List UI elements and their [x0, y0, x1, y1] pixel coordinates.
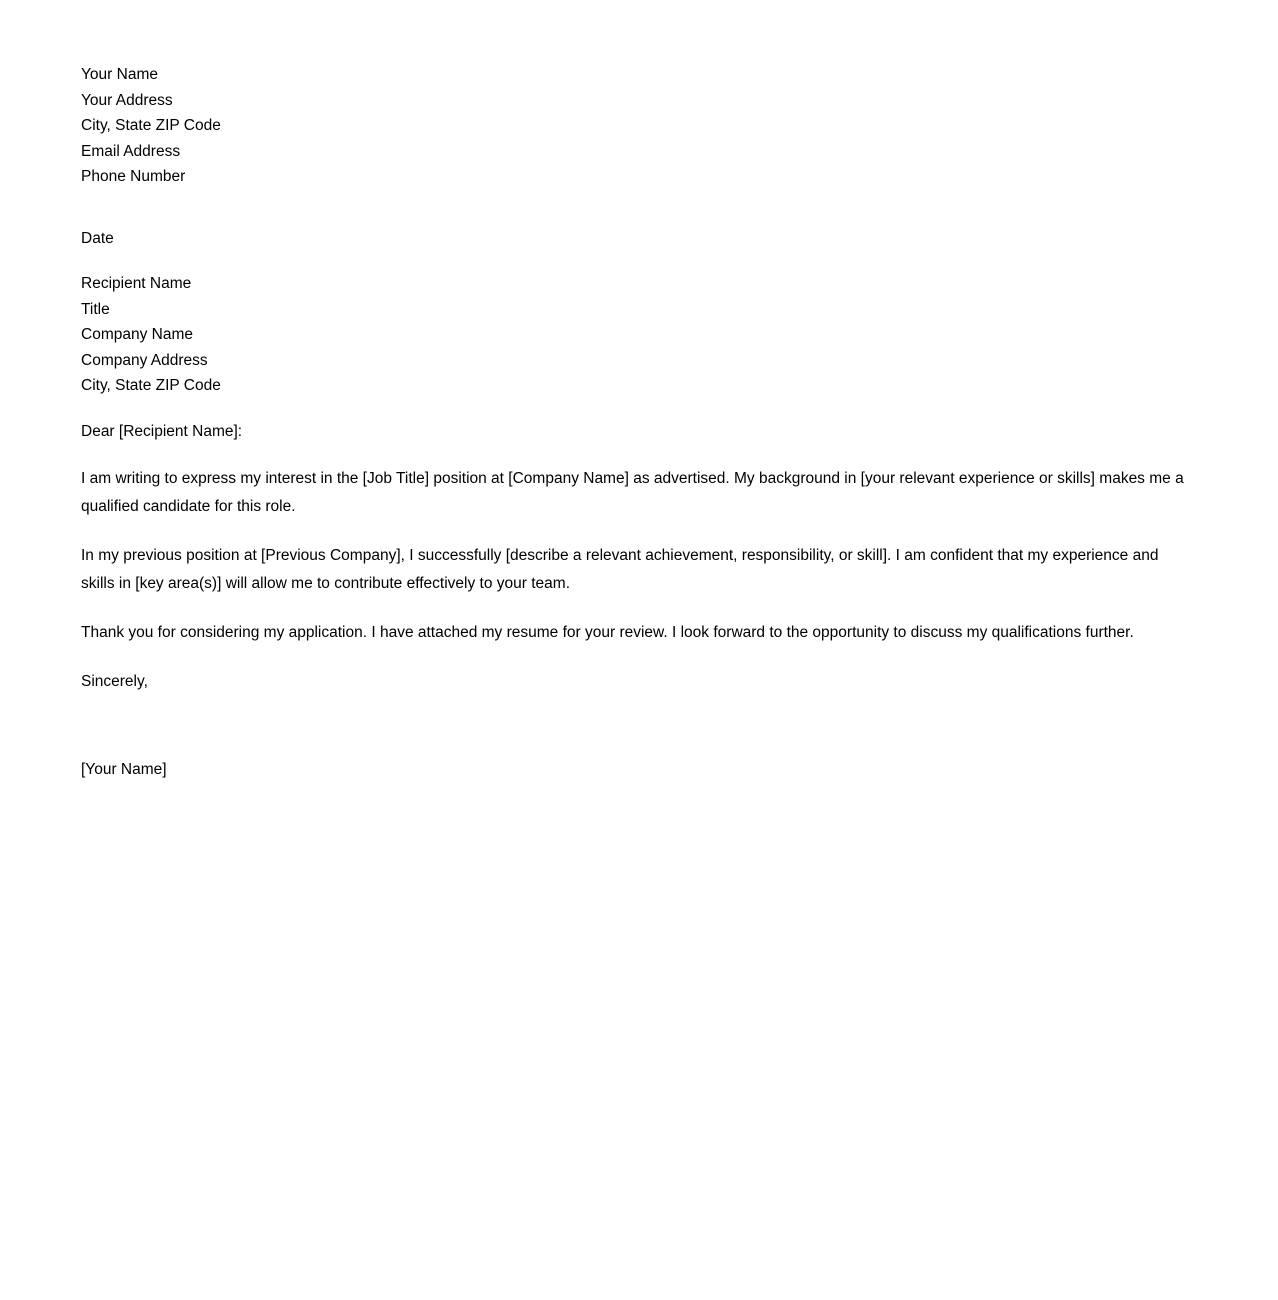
recipient-company-name: Company Name	[81, 326, 193, 343]
sender-address-block	[81, 62, 1196, 190]
sender-street-address: Your Address	[81, 91, 173, 109]
body-paragraph-3: Thank you for considering my application. I have attached my resume for your review. I look forward to the opportunity to discuss my qualifications further.	[81, 624, 1134, 641]
recipient-title: Title	[81, 300, 110, 318]
letter-date: Date	[81, 229, 114, 247]
cover-letter-body	[81, 62, 1196, 782]
recipient-city-state-zip: City, State ZIP Code	[81, 377, 221, 394]
sender-phone: Phone Number	[81, 168, 186, 185]
body-paragraph-2: In my previous position at [Previous Company], I successfully [describe a relevant achievement, responsibility, or skill]. I am confident that my experience and skills in [key area(s)] will allow me to contribute effectively to your team.	[81, 547, 1159, 592]
sender-email: Email Address	[81, 142, 181, 160]
body-paragraph-1: I am writing to express my interest in the [Job Title] position at [Company Name] as advertised. My background in [your relevant experience or skills] makes me a qualified candidate for this role.	[81, 470, 1184, 515]
closing-salutation: Sincerely,	[81, 673, 148, 690]
recipient-address-block	[81, 271, 1196, 399]
recipient-company-address: Company Address	[81, 351, 208, 369]
sender-city-state-zip: City, State ZIP Code	[81, 117, 221, 134]
recipient-name: Recipient Name	[81, 275, 192, 292]
signature-name: [Your Name]	[81, 760, 167, 778]
sender-name: Your Name	[81, 66, 158, 83]
salutation: Dear [Recipient Name]:	[81, 422, 243, 440]
